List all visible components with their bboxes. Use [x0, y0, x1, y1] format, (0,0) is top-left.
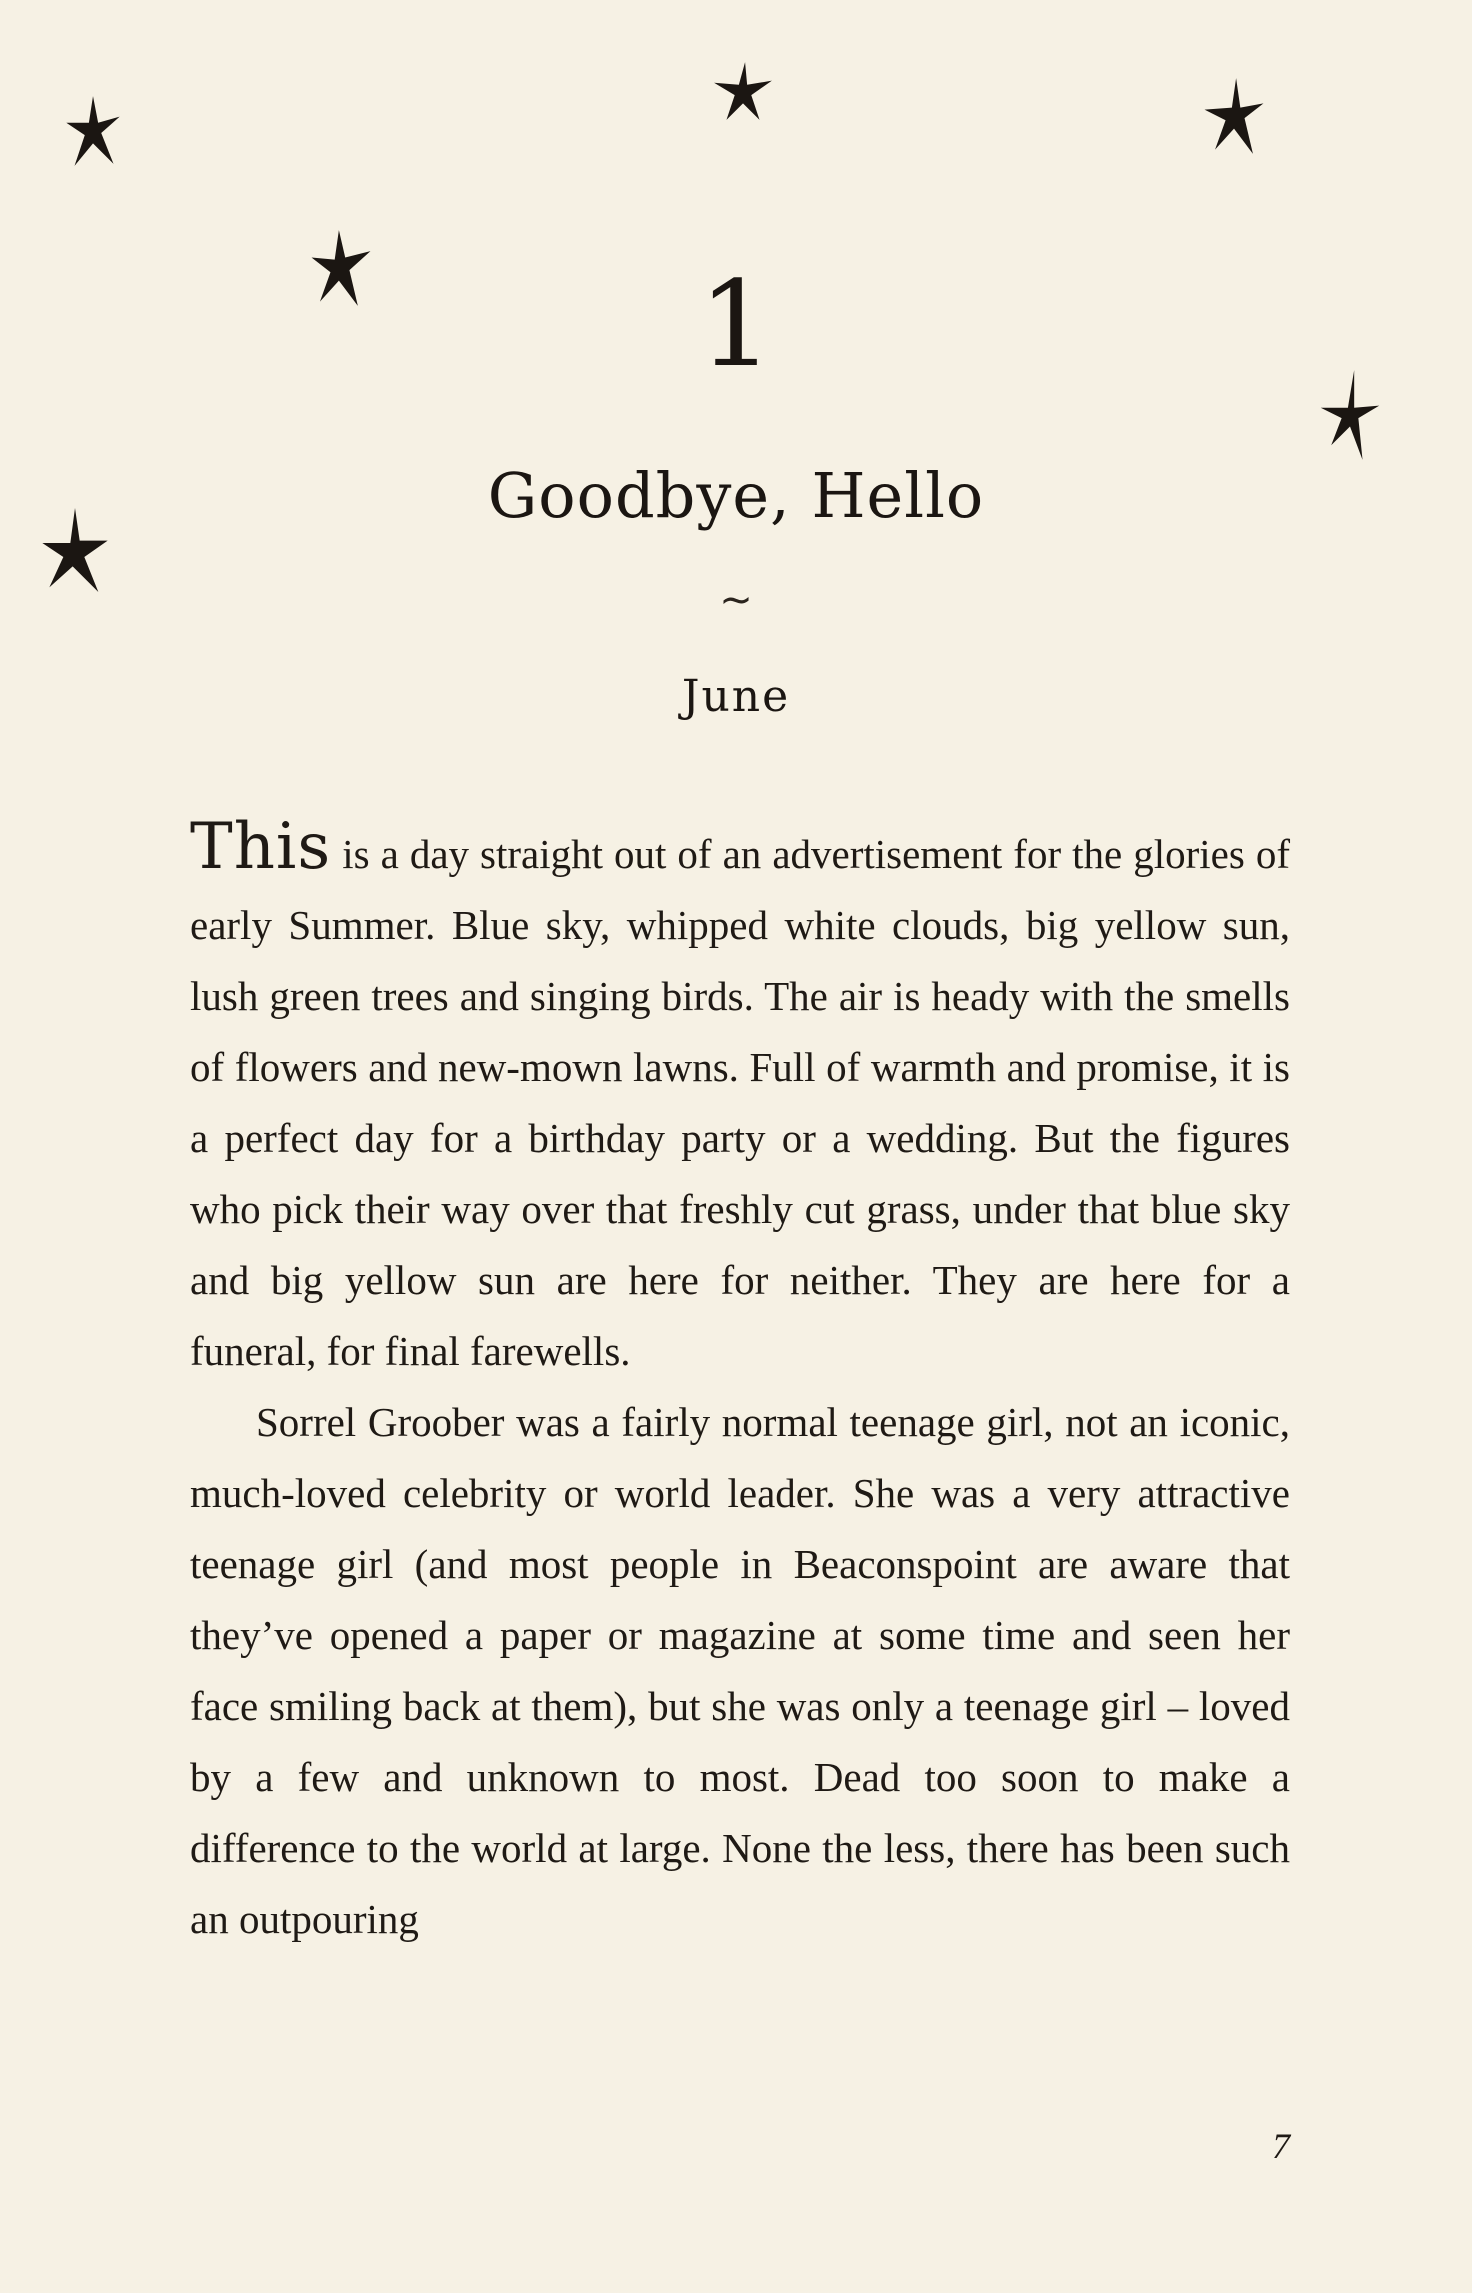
paragraph-text: is a day straight out of an advertisement for the glories of early Summer. Blue sky, whipped white clouds, big yellow sun, lush green trees and singing birds. The air is heady with the smells of flowers and new-mown lawns. Full of warmth and promise, it is a perfect day for a birthday party or a wedding. But the figures who pick their way over that freshly cut grass, under that blue sky and big yellow sun are here for neither. They are here for a funeral, for final farewells. [190, 831, 1290, 1374]
body-text [190, 810, 1290, 1955]
star-icon [1202, 76, 1266, 156]
opening-word: This [190, 810, 332, 884]
star-icon [62, 92, 124, 170]
chapter-number: 1 [698, 255, 774, 393]
paragraph: Sorrel Groober was a fairly normal teenage girl, not an iconic, much-loved celebrity or world leader. She was a very attractive teenage girl (and most people in Beaconspoint are aware that they’ve opened a paper or magazine at some time and seen her face smiling back at them), but she was only a teenage girl – loved by a few and unknown to most. Dead too soon to make a difference to the world at large. None the less, there has been such an outpouring [190, 1399, 1290, 1942]
chapter-title: Goodbye, Hello [487, 459, 985, 532]
tilde-divider: ~ [719, 577, 753, 623]
chapter-date: June [681, 671, 791, 722]
paragraph [190, 810, 1290, 1387]
page-number: 7 [1272, 2126, 1290, 2166]
star-icon [712, 60, 774, 122]
